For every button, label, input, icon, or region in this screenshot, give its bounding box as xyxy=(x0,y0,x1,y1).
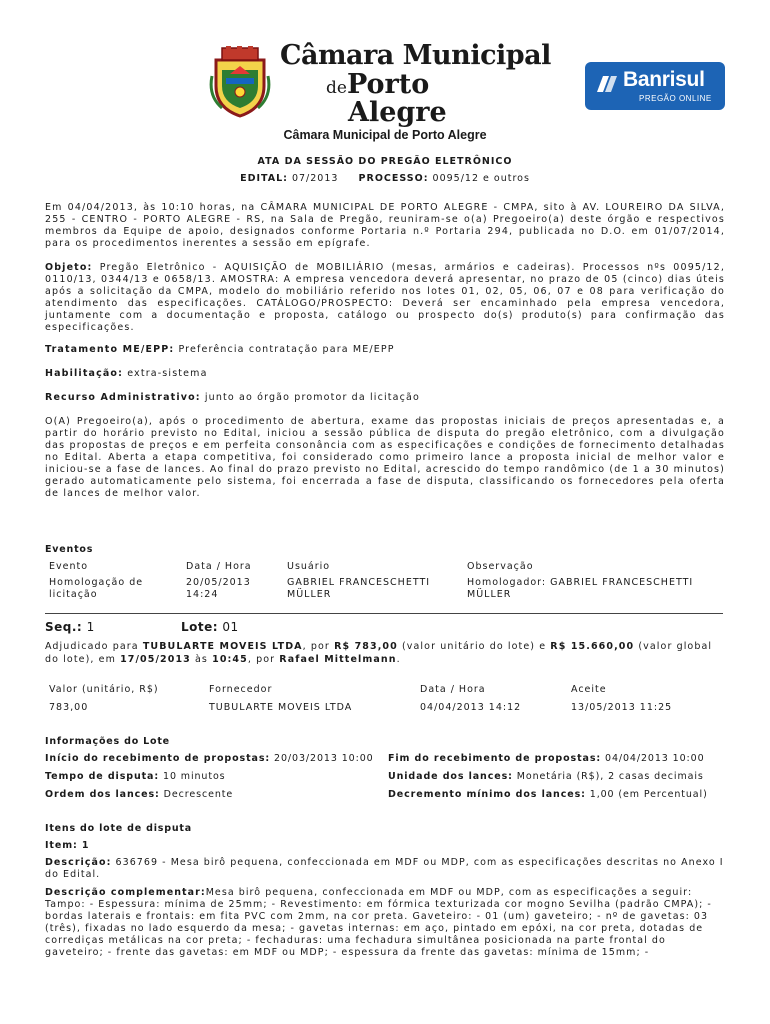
informacoes-title: Informações do Lote xyxy=(45,736,170,747)
intro-paragraph: Em 04/04/2013, às 10:10 horas, na CÂMARA MUNICIPAL DE PORTO ALEGRE - CMPA, sito à AV. LOUREIRO DA SILVA, 255 - CENTRO - PORTO ALEGRE - RS, na Sala de Pregão, reuniram-se o(a) Pregoeiro(a) deste órgão e respectivos membros da Equipe de apoio, designados conforme Portaria n.º Portaria 294, publicada no D.O. em 01/07/2014, para os procedimentos inerentes a sessão em epígrafe. xyxy=(45,202,725,249)
adj-text-3: (valor unitário do lote) e xyxy=(397,641,551,652)
fim-value: 04/04/2013 10:00 xyxy=(601,753,705,764)
adj-por: Rafael Mittelmann xyxy=(279,654,397,665)
seq-label: Seq.: xyxy=(45,620,83,634)
coat-of-arms-logo xyxy=(208,46,272,118)
valores-header-aceite: Aceite xyxy=(571,684,607,695)
habilitacao-label: Habilitação: xyxy=(45,368,124,379)
eventos-table xyxy=(45,561,725,601)
eventos-cell-data: 20/05/2013 14:24 xyxy=(186,577,251,600)
objeto-label: Objeto: xyxy=(45,262,93,273)
tratamento-text: Preferência contratação para ME/EPP xyxy=(174,344,395,355)
fim-recebimento xyxy=(388,753,723,765)
inicio-recebimento xyxy=(45,753,388,765)
decremento-minimo xyxy=(388,789,723,801)
valores-header-fornecedor: Fornecedor xyxy=(209,684,273,695)
ordem-value: Decrescente xyxy=(159,789,234,800)
eventos-title: Eventos xyxy=(45,544,94,555)
decremento-label: Decremento mínimo dos lances: xyxy=(388,789,586,800)
ordem-label: Ordem dos lances: xyxy=(45,789,160,800)
seq-lote-line xyxy=(45,620,725,634)
unidade-value: Monetária (R$), 2 casas decimais xyxy=(512,771,704,782)
eventos-header-usuario: Usuário xyxy=(287,561,331,572)
valores-header-data: Data / Hora xyxy=(420,684,486,695)
tempo-disputa xyxy=(45,771,388,783)
brand-line-1: Câmara Municipal xyxy=(280,40,551,71)
processo-label: PROCESSO: xyxy=(358,173,429,184)
adj-text-2: , por xyxy=(302,641,335,652)
lote-label: Lote: xyxy=(181,620,219,634)
eventos-header-observacao: Observação xyxy=(467,561,534,572)
seq-value: 1 xyxy=(86,620,95,634)
valores-cell-aceite: 13/05/2013 11:25 xyxy=(571,702,673,713)
unidade-label: Unidade dos lances: xyxy=(388,771,513,782)
tratamento-label: Tratamento ME/EPP: xyxy=(45,344,175,355)
recurso-text: junto ao órgão promotor da licitação xyxy=(200,392,420,403)
adj-text-5: às xyxy=(190,654,213,665)
valores-cell-fornecedor: TUBULARTE MOVEIS LTDA xyxy=(209,702,353,713)
inicio-label: Início do recebimento de propostas: xyxy=(45,753,271,764)
brand-de: de xyxy=(326,78,347,98)
adj-hora: 10:45 xyxy=(212,654,248,665)
brand-wordmark xyxy=(280,42,551,126)
adj-data: 17/05/2013 xyxy=(120,654,191,665)
tempo-value: 10 minutos xyxy=(159,771,226,782)
adjudicacao-paragraph xyxy=(45,640,725,666)
banrisul-logo xyxy=(585,62,725,110)
adj-text-1: Adjudicado para xyxy=(45,641,143,652)
valores-cell-data: 04/04/2013 14:12 xyxy=(420,702,522,713)
brand-line-3: Alegre xyxy=(348,97,447,128)
informacoes-grid xyxy=(45,753,725,801)
banrisul-subtitle: PREGÃO ONLINE xyxy=(639,94,712,103)
item-number: Item: 1 xyxy=(45,840,90,851)
valores-header-valor: Valor (unitário, R$) xyxy=(49,684,159,695)
complementar-text: Mesa birô pequena, confeccionada em MDF ou MDP, com as especificações a seguir: Tampo: - Espessura: mínima de 25mm; - Revestimento: em fórmica texturizada cor mogno Sevilha (padrão CMPA); - bordas laterais e frontais: em fita PVC com 2mm, na cor preta. Gaveteiro: - 01 (um) gaveteiro; - nº de gavetas: 03 (três), fixadas no lado esquerdo da mesa; - gavetas internas: em aço, pintado em epóxi, na cor preta, dotadas de corrediças metálicas na cor preta; - fechaduras: uma fechadura simultânea posicionada na parte frontal do gaveteiro; - frente das gavetas: em MDF ou MDP; - espessura da frente das gavetas: mínima de 15mm; - xyxy=(45,887,712,958)
adj-fornecedor: TUBULARTE MOVEIS LTDA xyxy=(142,641,303,652)
objeto-paragraph xyxy=(45,262,725,334)
unidade-lances xyxy=(388,771,723,783)
eventos-header-evento: Evento xyxy=(49,561,89,572)
eventos-cell-observacao: Homologador: GABRIEL FRANCESCHETTI MÜLLER xyxy=(467,577,694,600)
item-descricao xyxy=(45,857,725,881)
inicio-value: 20/03/2013 10:00 xyxy=(270,753,374,764)
eventos-cell-usuario: GABRIEL FRANCESCHETTI MÜLLER xyxy=(287,577,431,600)
banrisul-icon xyxy=(595,72,619,94)
institution-name: Câmara Municipal de Porto Alegre xyxy=(283,128,487,142)
eventos-header-data: Data / Hora xyxy=(186,561,252,572)
eventos-cell-evento: Homologação de licitação xyxy=(49,577,144,600)
recurso-label: Recurso Administrativo: xyxy=(45,392,201,403)
descricao-text: 636769 - Mesa birô pequena, confeccionada em MDF ou MDP, com as especificações descritas no Anexo I do Edital. xyxy=(45,857,724,880)
valores-cell-valor: 783,00 xyxy=(49,702,89,713)
decremento-value: 1,00 (em Percentual) xyxy=(585,789,708,800)
abertura-paragraph: O(A) Pregoeiro(a), após o procedimento de abertura, exame das propostas iniciais de preços apresentadas e, a partir do horário previsto no Edital, iniciou a sessão pública de disputa do pregão eletrônico, com a divulgação das propostas de preços e em perfeita consonância com as especificações e condições de fornecimento detalhadas no Edital. Aberta a etapa competitiva, foi considerado como primeiro lance a proposta inicial de melhor valor e iniciou-se a fase de lances. Ao final do prazo previsto no Edital, acrescido do tempo randômico (de 1 a 30 minutos) gerado automaticamente pelo sistema, foi encerrada a fase de disputa, classificando os fornecedores pela oferta de lances de melhor valor. xyxy=(45,416,726,499)
tratamento-line xyxy=(45,344,725,356)
brand-line-2: Porto xyxy=(346,69,430,100)
document-body xyxy=(0,202,770,959)
adj-text-7: . xyxy=(396,654,401,665)
section-divider xyxy=(45,613,723,614)
objeto-text: Pregão Eletrônico - AQUISIÇÃO de MOBILIÁRIO (mesas, armários e cadeiras). Processos nºs 0095/12, 0110/13, 0344/13 e 0658/13. AMOSTRA: A empresa vencedora deverá apresentar, no prazo de 05 (cinco) dias úteis após a solicitação da CMPA, modelo do mobiliário referido nos lotes 01, 02, 05, 06, 07 e 08 para verificação do atendimento das especificações. CATÁLOGO/PROSPECTO: Deverá ser encaminhado pela empresa vencedora, juntamente com a documentação e proposta, catálogo ou prospecto do(s) produto(s) para confirmação das especificações. xyxy=(45,262,725,333)
itens-title: Itens do lote de disputa xyxy=(45,823,192,834)
item-descricao-complementar xyxy=(45,887,725,959)
ordem-lances xyxy=(45,789,388,801)
tempo-label: Tempo de disputa: xyxy=(45,771,160,782)
edital-value: 07/2013 xyxy=(291,173,339,184)
lote-value: 01 xyxy=(222,620,239,634)
complementar-label: Descrição complementar: xyxy=(45,887,206,898)
habilitacao-text: extra-sistema xyxy=(123,368,208,379)
adj-text-6: , por xyxy=(247,654,280,665)
descricao-label: Descrição: xyxy=(45,857,112,868)
fim-label: Fim do recebimento de propostas: xyxy=(388,753,602,764)
banrisul-name: Banrisul xyxy=(623,68,705,91)
adj-global: R$ 15.660,00 xyxy=(550,641,635,652)
adj-valor: R$ 783,00 xyxy=(334,641,398,652)
adj-text-4: (valor global do lote), em xyxy=(45,641,713,665)
valores-table xyxy=(45,684,725,714)
page-header xyxy=(0,0,770,128)
recurso-line xyxy=(45,392,725,404)
processo-value: 0095/12 e outros xyxy=(432,173,530,184)
edital-label: EDITAL: xyxy=(240,173,288,184)
ata-title: ATA DA SESSÃO DO PREGÃO ELETRÔNICO xyxy=(257,156,513,167)
habilitacao-line xyxy=(45,368,725,380)
edital-line xyxy=(0,173,770,184)
